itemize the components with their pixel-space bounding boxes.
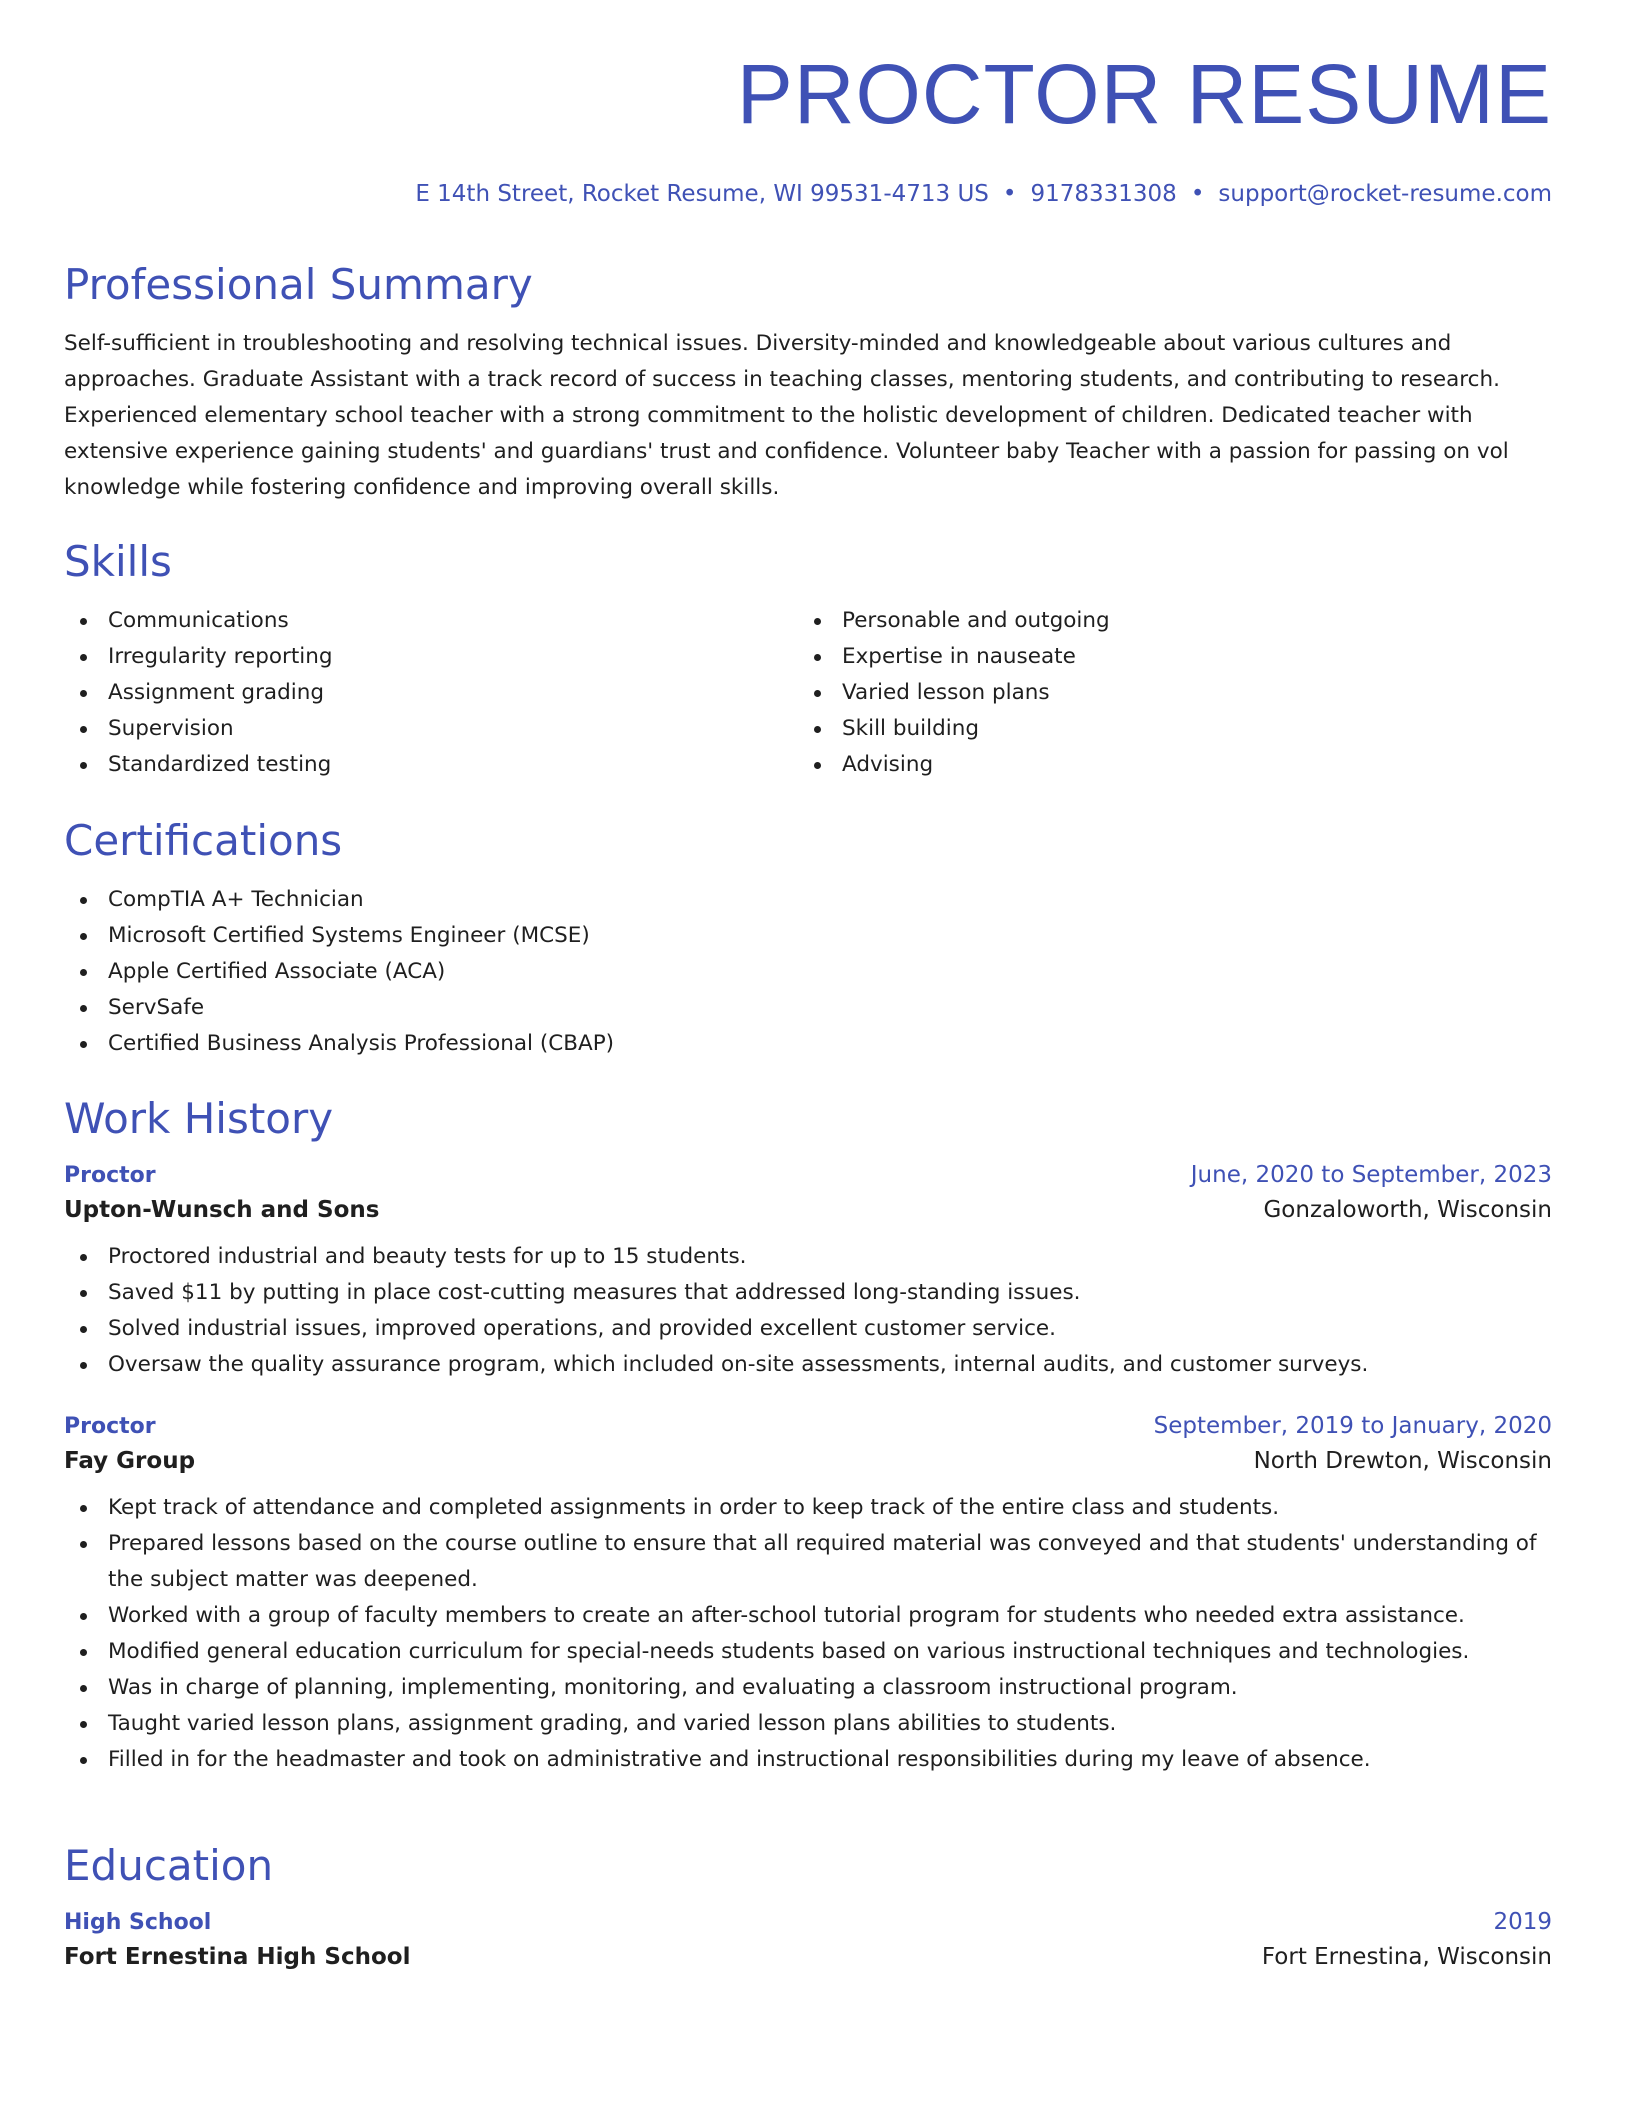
- job-employer-row: [64, 1197, 1552, 1223]
- job-bullet: Worked with a group of faculty members to create an after-school tutorial program for students who needed extra assistance.: [64, 1598, 1552, 1634]
- job-entry: [64, 1162, 1552, 1383]
- job-bullet: Oversaw the quality assurance program, which included on-site assessments, internal audits, and customer surveys.: [64, 1347, 1552, 1383]
- job-bullet: Kept track of attendance and completed assignments in order to keep track of the entire class and students.: [64, 1490, 1552, 1526]
- job-bullets: [64, 1239, 1552, 1383]
- certifications-list: [64, 882, 1552, 1062]
- summary-section: [64, 260, 1552, 506]
- skill-item: Personable and outgoing: [798, 603, 1532, 639]
- contact-line: [415, 181, 1552, 207]
- education-degree-row: [64, 1909, 1552, 1935]
- job-bullet: Saved $11 by putting in place cost-cutting measures that addressed long-standing issues.: [64, 1275, 1552, 1311]
- skills-columns: [64, 603, 1552, 783]
- job-bullet: Proctored industrial and beauty tests for up to 15 students.: [64, 1239, 1552, 1275]
- contact-separator: •: [1002, 181, 1017, 207]
- education-school: Fort Ernestina High School: [64, 1944, 411, 1970]
- certification-item: Apple Certified Associate (ACA): [64, 954, 1552, 990]
- job-title-row: [64, 1162, 1552, 1188]
- certifications-heading: Certifications: [64, 816, 343, 865]
- skill-item: Communications: [64, 603, 798, 639]
- education-degree: High School: [64, 1910, 212, 1935]
- certification-item: CompTIA A+ Technician: [64, 882, 1552, 918]
- summary-text: Self-sufficient in troubleshooting and resolving technical issues. Diversity-minded and knowledgeable about various cultures and approaches. Graduate Assistant with a track record of success in teaching classes, mentoring students, and contributing to research. Experienced elementary school teacher with a strong commitment to the holistic development of children. Dedicated teacher with extensive experience gaining students' and guardians' trust and confidence. Volunteer baby Teacher with a passion for passing on vol knowledge while fostering confidence and improving overall skills.: [64, 331, 1509, 500]
- skill-item: Supervision: [64, 711, 798, 747]
- work-history-section: [64, 1094, 1552, 1778]
- skill-item: Assignment grading: [64, 675, 798, 711]
- certification-item: ServSafe: [64, 990, 1552, 1026]
- job-bullets: [64, 1490, 1552, 1778]
- skill-item: Advising: [798, 747, 1532, 783]
- job-title-row: [64, 1413, 1552, 1439]
- education-heading: Education: [64, 1841, 274, 1890]
- job-bullet: Filled in for the headmaster and took on administrative and instructional responsibilities during my leave of absence.: [64, 1742, 1552, 1778]
- skill-item: Skill building: [798, 711, 1532, 747]
- job-location: North Drewton, Wisconsin: [1253, 1448, 1552, 1474]
- job-employer: Upton-Wunsch and Sons: [64, 1197, 380, 1223]
- skills-list-right: [798, 603, 1532, 783]
- job-employer: Fay Group: [64, 1448, 196, 1474]
- skills-list-left: [64, 603, 798, 783]
- job-entry: [64, 1413, 1552, 1778]
- education-school-row: [64, 1944, 1552, 1970]
- education-year: 2019: [1493, 1909, 1552, 1935]
- summary-heading: Professional Summary: [64, 260, 533, 309]
- contact-address: E 14th Street, Rocket Resume, WI 99531-4713 US: [415, 181, 989, 207]
- resume-name: PROCTOR RESUME: [736, 47, 1552, 141]
- skill-item: Irregularity reporting: [64, 639, 798, 675]
- job-bullet: Prepared lessons based on the course outline to ensure that all required material was conveyed and that students' understanding of the subject matter was deepened.: [64, 1526, 1552, 1598]
- education-section: [64, 1841, 1552, 1970]
- certification-item: Microsoft Certified Systems Engineer (MCSE): [64, 918, 1552, 954]
- contact-email[interactable]: support@rocket-resume.com: [1218, 181, 1552, 207]
- certifications-section: [64, 816, 1552, 1062]
- skill-item: Standardized testing: [64, 747, 798, 783]
- job-dates: September, 2019 to January, 2020: [1153, 1413, 1552, 1439]
- job-bullet: Taught varied lesson plans, assignment grading, and varied lesson plans abilities to students.: [64, 1706, 1552, 1742]
- contact-separator: •: [1190, 181, 1205, 207]
- contact-phone: 9178331308: [1030, 181, 1177, 207]
- job-bullet: Modified general education curriculum for special-needs students based on various instructional techniques and technologies.: [64, 1634, 1552, 1670]
- job-bullet: Was in charge of planning, implementing, monitoring, and evaluating a classroom instructional program.: [64, 1670, 1552, 1706]
- job-title: Proctor: [64, 1163, 156, 1188]
- job-dates: June, 2020 to September, 2023: [1190, 1162, 1552, 1188]
- skill-item: Varied lesson plans: [798, 675, 1532, 711]
- skills-section: [64, 537, 1552, 783]
- education-location: Fort Ernestina, Wisconsin: [1261, 1944, 1552, 1970]
- job-title: Proctor: [64, 1414, 156, 1439]
- skill-item: Expertise in nauseate: [798, 639, 1532, 675]
- certification-item: Certified Business Analysis Professional (CBAP): [64, 1026, 1552, 1062]
- job-employer-row: [64, 1448, 1552, 1474]
- job-bullet: Solved industrial issues, improved operations, and provided excellent customer service.: [64, 1311, 1552, 1347]
- job-location: Gonzaloworth, Wisconsin: [1263, 1197, 1552, 1223]
- skills-heading: Skills: [64, 537, 172, 586]
- work-history-heading: Work History: [64, 1094, 334, 1143]
